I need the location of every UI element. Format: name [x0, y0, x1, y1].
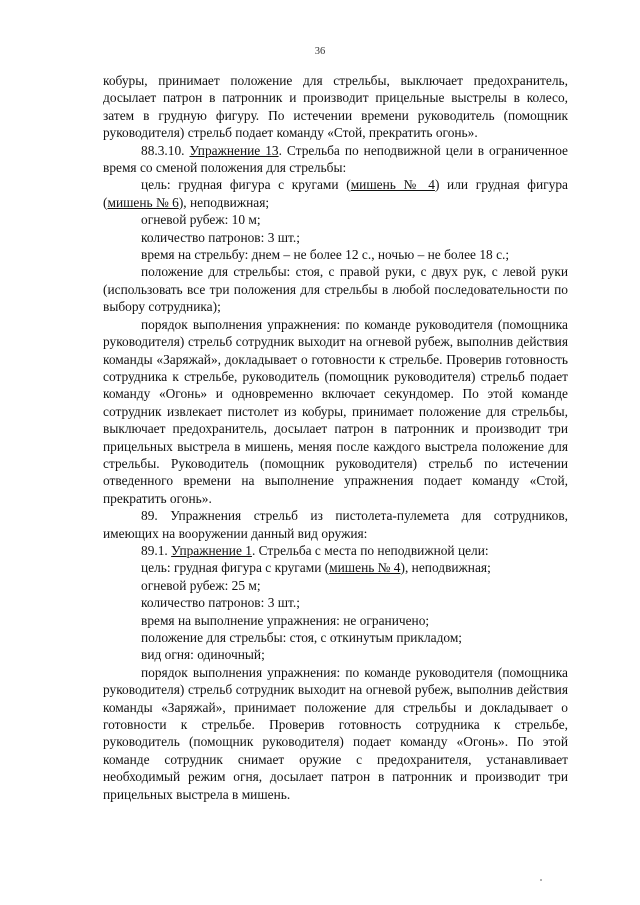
- section-89-heading: 89. Упражнения стрельб из пистолета-пулемета для сотрудников, имеющих на вооружении данный вид оружия:: [103, 508, 568, 541]
- exercise-13-time: время на стрельбу: днем – не более 12 с., ночью – не более 18 с.;: [141, 247, 510, 263]
- exercise-1-rounds: количество патронов: 3 шт.;: [141, 595, 300, 611]
- exercise-1-range: огневой рубеж: 25 м;: [141, 577, 261, 593]
- exercise-1-title: . Стрельба с места по неподвижной цели:: [251, 542, 489, 558]
- exercise-13-title: . Стрельба по неподвижной цели в ограниченное время со сменой положения для стрельбы:: [103, 142, 568, 176]
- target-text-a: цель: грудная фигура с кругами (: [141, 560, 330, 576]
- exercise-13-target: [103, 176, 568, 211]
- exercise-1-position: положение для стрельбы: стоя, с откинутым прикладом;: [141, 630, 463, 645]
- exercise-1-heading: [103, 542, 568, 559]
- exercise-13-procedure: порядок выполнения упражнения: по команде руководителя (помощника руководителя) стрельб сотрудник выходит на огневой рубеж, выполнив действия команды «Заряжай», докладывает о готовности к стрельбе. Проверив готовность сотрудника к стрельбе, руководитель (помощник руководителя) стрельб подает команду «Огонь» и одновременно включает секундомер. По этой команде сотрудник извлекает пистолет из кобуры, принимает положение для стрельбы, выключает предохранитель, досылает патрон в патронник и производит три прицельных выстрела в мишень, меняя после каждого выстрела положение для стрельбы. Руководитель (помощник руководителя) стрельб по истечении отведенного времени на выполнение упражнения подает команду «Стой, прекратить огонь».: [103, 316, 568, 506]
- target-link-mishen-4[interactable]: мишень № 4: [329, 560, 401, 576]
- exercise-13-link[interactable]: Упражнение 13: [189, 142, 279, 158]
- page-number: 36: [314, 46, 326, 57]
- exercise-1-procedure: порядок выполнения упражнения: по команде руководителя (помощника руководителя) стрельб сотрудник выходит на огневой рубеж, выполнив действия команды «Заряжай», принимает положение для стрельбы и докладывает о готовности к стрельбе. Проверив готовность сотрудника к стрельбе, руководитель (помощник руководителя) подает команду «Огонь». По этой команде сотрудник снимает оружие с предохранителя, устанавливает необходимый режим огня, досылает патрон в патронник и производит три прицельных выстрела в мишень.: [103, 664, 568, 802]
- target-text-b: ) или грудная фигура (: [103, 177, 568, 210]
- exercise-13-heading: [103, 142, 568, 177]
- target-link-mishen-6[interactable]: мишень № 6: [107, 194, 179, 210]
- document-body: [103, 72, 568, 803]
- exercise-1-number: 89.1.: [141, 542, 172, 558]
- exercise-13-position: положение для стрельбы: стоя, с правой руки, с двух рук, с левой руки (использовать все три положения для стрельбы в любой последовательности по выбору сотрудника);: [103, 264, 568, 315]
- exercise-1-time: время на выполнение упражнения: не ограничено;: [141, 612, 430, 628]
- target-text-a: цель: грудная фигура с кругами (: [141, 177, 351, 193]
- target-link-mishen-4[interactable]: мишень № 4: [350, 177, 435, 193]
- scan-speck: [540, 879, 542, 881]
- exercise-1-fire-mode: вид огня: одиночный;: [141, 647, 265, 663]
- exercise-13-rounds: количество патронов: 3 шт.;: [141, 229, 300, 245]
- exercise-1-target: [103, 559, 568, 576]
- exercise-13-number: 88.3.10.: [141, 142, 185, 158]
- paragraph-continuation: кобуры, принимает положение для стрельбы, выключает предохранитель, досылает патрон в патронник и производит прицельные выстрелы в колесо, затем в грудную фигуру. По истечении времени руководитель (помощник руководителя) стрельб подает команду «Стой, прекратить огонь».: [103, 73, 568, 141]
- target-text-c: ), неподвижная;: [178, 194, 270, 210]
- exercise-13-range: огневой рубеж: 10 м;: [141, 212, 261, 228]
- target-text-b: ), неподвижная;: [400, 560, 491, 576]
- exercise-1-link[interactable]: Упражнение 1: [171, 542, 252, 558]
